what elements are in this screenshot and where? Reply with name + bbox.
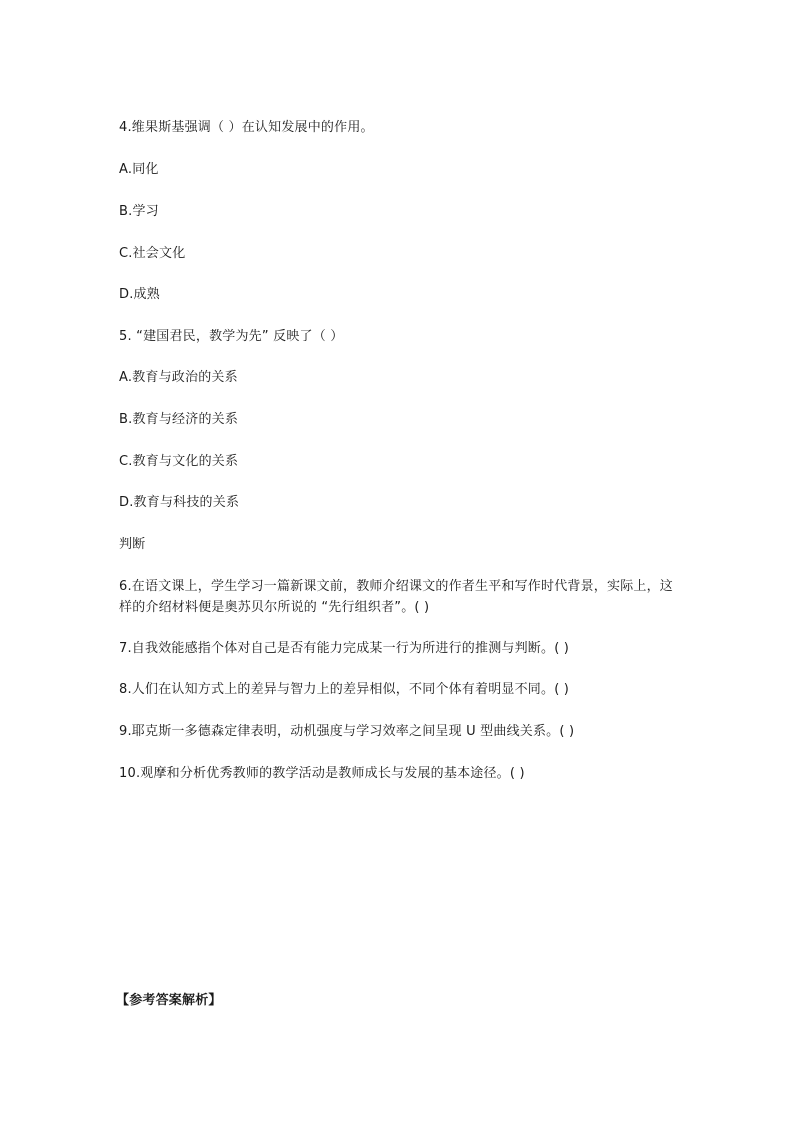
question-4-option-b: B.学习 (119, 204, 159, 219)
judge-item-8: 8.人们在认知方式上的差异与智力上的差异相似，不同个体有着明显不同。( ) (119, 682, 570, 697)
question-4-option-a: A.同化 (119, 162, 159, 177)
question-4-stem: 4.维果斯基强调（ ）在认知发展中的作用。 (119, 120, 374, 135)
question-5-option-d: D.教育与科技的关系 (119, 495, 240, 510)
question-5-option-b: B.教育与经济的关系 (119, 412, 239, 427)
question-4-option-c: C.社会文化 (119, 246, 186, 261)
judge-item-10: 10.观摩和分析优秀教师的教学活动是教师成长与发展的基本途径。( ) (119, 766, 525, 781)
question-5-stem: 5. “建国君民，教学为先” 反映了（ ） (119, 329, 344, 344)
section-judge-heading: 判断 (119, 537, 146, 552)
question-5-option-c: C.教育与文化的关系 (119, 454, 239, 469)
judge-item-6: 6.在语文课上，学生学习一篇新课文前，教师介绍课文的作者生平和写作时代背景，实际上，这样的介绍材料便是奥苏贝尔所说的 “先行组织者”。( ) (119, 579, 674, 615)
judge-item-9: 9.耶克斯一多德森定律表明，动机强度与学习效率之间呈现 U 型曲线关系。( ) (119, 724, 575, 739)
question-5-option-a: A.教育与政治的关系 (119, 370, 238, 385)
judge-item-7: 7.自我效能感指个体对自己是否有能力完成某一行为所进行的推测与判断。( ) (119, 641, 570, 656)
answer-heading: 【参考答案解析】 (116, 993, 222, 1008)
question-4-option-d: D.成熟 (119, 287, 160, 302)
